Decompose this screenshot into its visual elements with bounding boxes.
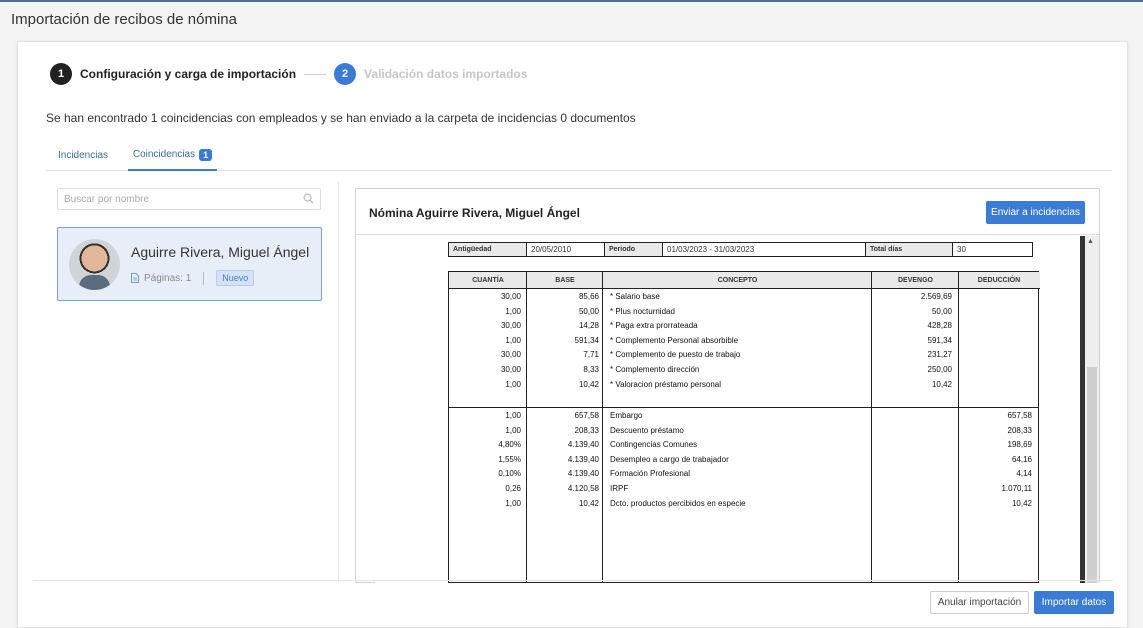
tab-coincidencias[interactable] — [128, 140, 217, 171]
search-icon — [303, 193, 314, 204]
tab-coincidencias-label: Coincidencias — [132, 149, 196, 160]
header-concepto: CONCEPTO — [717, 277, 758, 284]
employee-pages: Páginas: 1 — [144, 272, 192, 284]
cell-base: 657,58 — [574, 411, 599, 420]
cell-base: 7,71 — [583, 350, 599, 360]
stepper — [50, 63, 527, 85]
table-row — [449, 305, 1040, 319]
cell-base: 85,66 — [578, 292, 599, 301]
cell-cantidad: 1,55% — [498, 454, 521, 464]
cell-concepto: Descuento préstamo — [610, 425, 684, 435]
cell-deduccion: 198,69 — [1007, 440, 1032, 450]
cell-devengo: 231,27 — [927, 350, 952, 360]
cell-concepto: Embargo — [610, 411, 643, 420]
employee-name: Aguirre Rivera, Miguel Ángel — [131, 244, 310, 260]
cell-concepto: * Paga extra prorrateada — [610, 321, 698, 331]
cell-cantidad: 30,00 — [500, 350, 521, 360]
cell-cantidad: 30,00 — [500, 365, 521, 374]
cell-base: 208,33 — [574, 425, 599, 435]
viewer-header — [356, 189, 1099, 235]
cell-concepto: * Complemento de puesto de trabajo — [610, 350, 741, 360]
cell-concepto: * Complemento dirección — [610, 365, 700, 374]
table-row — [449, 363, 1040, 377]
cell-devengo: 428,28 — [927, 321, 952, 331]
table-row — [449, 482, 1040, 496]
periodo-label: Periodo — [605, 243, 663, 257]
cell-cantidad: 1,00 — [505, 411, 521, 420]
total-dias-label: Total días — [866, 243, 953, 257]
cell-base: 4.139,40 — [567, 454, 599, 464]
table-row — [449, 334, 1040, 348]
cell-cantidad: 30,00 — [500, 292, 521, 301]
payslip-preview — [375, 236, 1099, 583]
table-row — [449, 409, 1040, 423]
cell-base: 591,34 — [574, 335, 599, 345]
cell-deduccion: 64,16 — [1011, 454, 1032, 464]
cell-cantidad: 1,00 — [505, 379, 521, 389]
cell-base: 14,28 — [578, 321, 599, 331]
cell-devengo: 250,00 — [927, 365, 952, 374]
cell-base: 8,33 — [583, 365, 599, 374]
cell-devengo: 50,00 — [931, 306, 952, 316]
document-viewer — [355, 188, 1100, 583]
table-row — [449, 467, 1040, 481]
cell-cantidad: 1,00 — [505, 498, 521, 508]
header-deduccion: DEDUCCIÓN — [977, 277, 1021, 284]
employee-card[interactable] — [57, 227, 322, 301]
cell-cantidad: 1,00 — [505, 306, 521, 316]
cancel-import-button[interactable]: Anular importación — [930, 591, 1029, 614]
result-message: Se han encontrado 1 coincidencias con empleados y se han enviado a la carpeta de incidencias 0 documentos — [46, 111, 636, 125]
coincidencias-count-badge: 1 — [199, 149, 212, 161]
cell-concepto: * Complemento Personal absorbible — [610, 335, 739, 345]
step-connector — [304, 74, 326, 75]
header-cantidad: CUANTÍA — [472, 277, 504, 284]
document-icon — [131, 273, 139, 283]
table-row — [449, 348, 1040, 362]
table-row — [449, 438, 1040, 452]
tab-incidencias-label: Incidencias — [58, 150, 109, 161]
step-1[interactable] — [50, 63, 296, 85]
payslip-lines-table — [448, 271, 1039, 583]
cell-concepto: * Plus nocturnidad — [610, 306, 675, 316]
total-dias-value: 30 — [953, 243, 1033, 257]
cell-deduccion: 208,33 — [1007, 425, 1032, 435]
cell-concepto: Dcto. productos percibidos en especie — [610, 498, 746, 508]
cell-base: 4.120,58 — [567, 484, 599, 493]
cell-concepto: IRPF — [610, 484, 629, 493]
step-1-number: 1 — [50, 63, 72, 85]
employee-meta — [131, 270, 254, 286]
send-to-incidents-button[interactable]: Enviar a incidencias — [986, 201, 1085, 224]
meta-divider — [203, 272, 204, 285]
cell-devengo: 10,42 — [931, 379, 952, 389]
import-data-button[interactable]: Importar datos — [1034, 591, 1114, 614]
cell-deduccion: 4,14 — [1016, 469, 1032, 479]
payslip-header-table — [448, 242, 1033, 257]
cell-deduccion: 10,42 — [1011, 498, 1032, 508]
footer-divider — [33, 580, 1113, 581]
status-badge: Nuevo — [216, 270, 254, 286]
step-1-label: Configuración y carga de importación — [80, 67, 297, 81]
cell-cantidad: 1,00 — [505, 425, 521, 435]
header-devengo: DEVENGO — [897, 277, 933, 284]
cell-base: 50,00 — [578, 306, 599, 316]
cell-concepto: * Salario base — [610, 292, 660, 301]
panel-divider — [338, 182, 339, 582]
cell-cantidad: 0,26 — [505, 484, 521, 493]
import-card — [17, 41, 1128, 628]
cell-deduccion: 657,58 — [1007, 411, 1032, 420]
cell-base: 10,42 — [578, 498, 599, 508]
viewer-title: Nómina Aguirre Rivera, Miguel Ángel — [369, 206, 580, 220]
scrollbar-thumb[interactable] — [1087, 367, 1097, 583]
cell-devengo: 591,34 — [927, 335, 952, 345]
header-base: BASE — [555, 277, 575, 284]
cell-cantidad: 1,00 — [505, 335, 521, 345]
cell-devengo: 2.569,69 — [920, 292, 952, 301]
top-accent-line — [0, 0, 1143, 2]
cell-concepto: Contingencias Comunes — [610, 440, 698, 450]
cell-base: 4.139,40 — [567, 440, 599, 450]
table-row — [449, 378, 1040, 392]
tab-incidencias[interactable] — [58, 140, 108, 171]
cell-base: 4.139,40 — [567, 469, 599, 479]
periodo-value: 01/03/2023 - 31/03/2023 — [663, 243, 866, 257]
search-input[interactable] — [57, 188, 321, 210]
cell-base: 10,42 — [578, 379, 599, 389]
cell-cantidad: 0,10% — [498, 469, 521, 479]
step-2-number: 2 — [334, 63, 356, 85]
table-row — [449, 290, 1040, 304]
tabs — [46, 140, 1112, 171]
step-2-label: Validación datos importados — [364, 67, 528, 81]
page-title: Importación de recibos de nómina — [11, 11, 237, 28]
cell-concepto: Desempleo a cargo de trabajador — [610, 454, 729, 464]
cell-deduccion: 1.070,11 — [1001, 484, 1032, 493]
cell-cantidad: 4,80% — [498, 440, 521, 450]
step-2[interactable] — [334, 63, 527, 85]
cell-cantidad: 30,00 — [500, 321, 521, 331]
table-row — [449, 453, 1040, 467]
scroll-up-icon[interactable]: ▲ — [1087, 238, 1094, 245]
cell-concepto: * Valoracion préstamo personal — [610, 379, 722, 389]
table-row — [449, 424, 1040, 438]
avatar — [69, 239, 120, 290]
antiguedad-value: 20/05/2010 — [527, 243, 605, 257]
table-row — [449, 319, 1040, 333]
section-separator — [449, 407, 1039, 408]
table-row — [449, 497, 1040, 511]
cell-concepto: Formación Profesional — [610, 469, 691, 479]
antiguedad-label: Antigüedad — [449, 243, 527, 257]
